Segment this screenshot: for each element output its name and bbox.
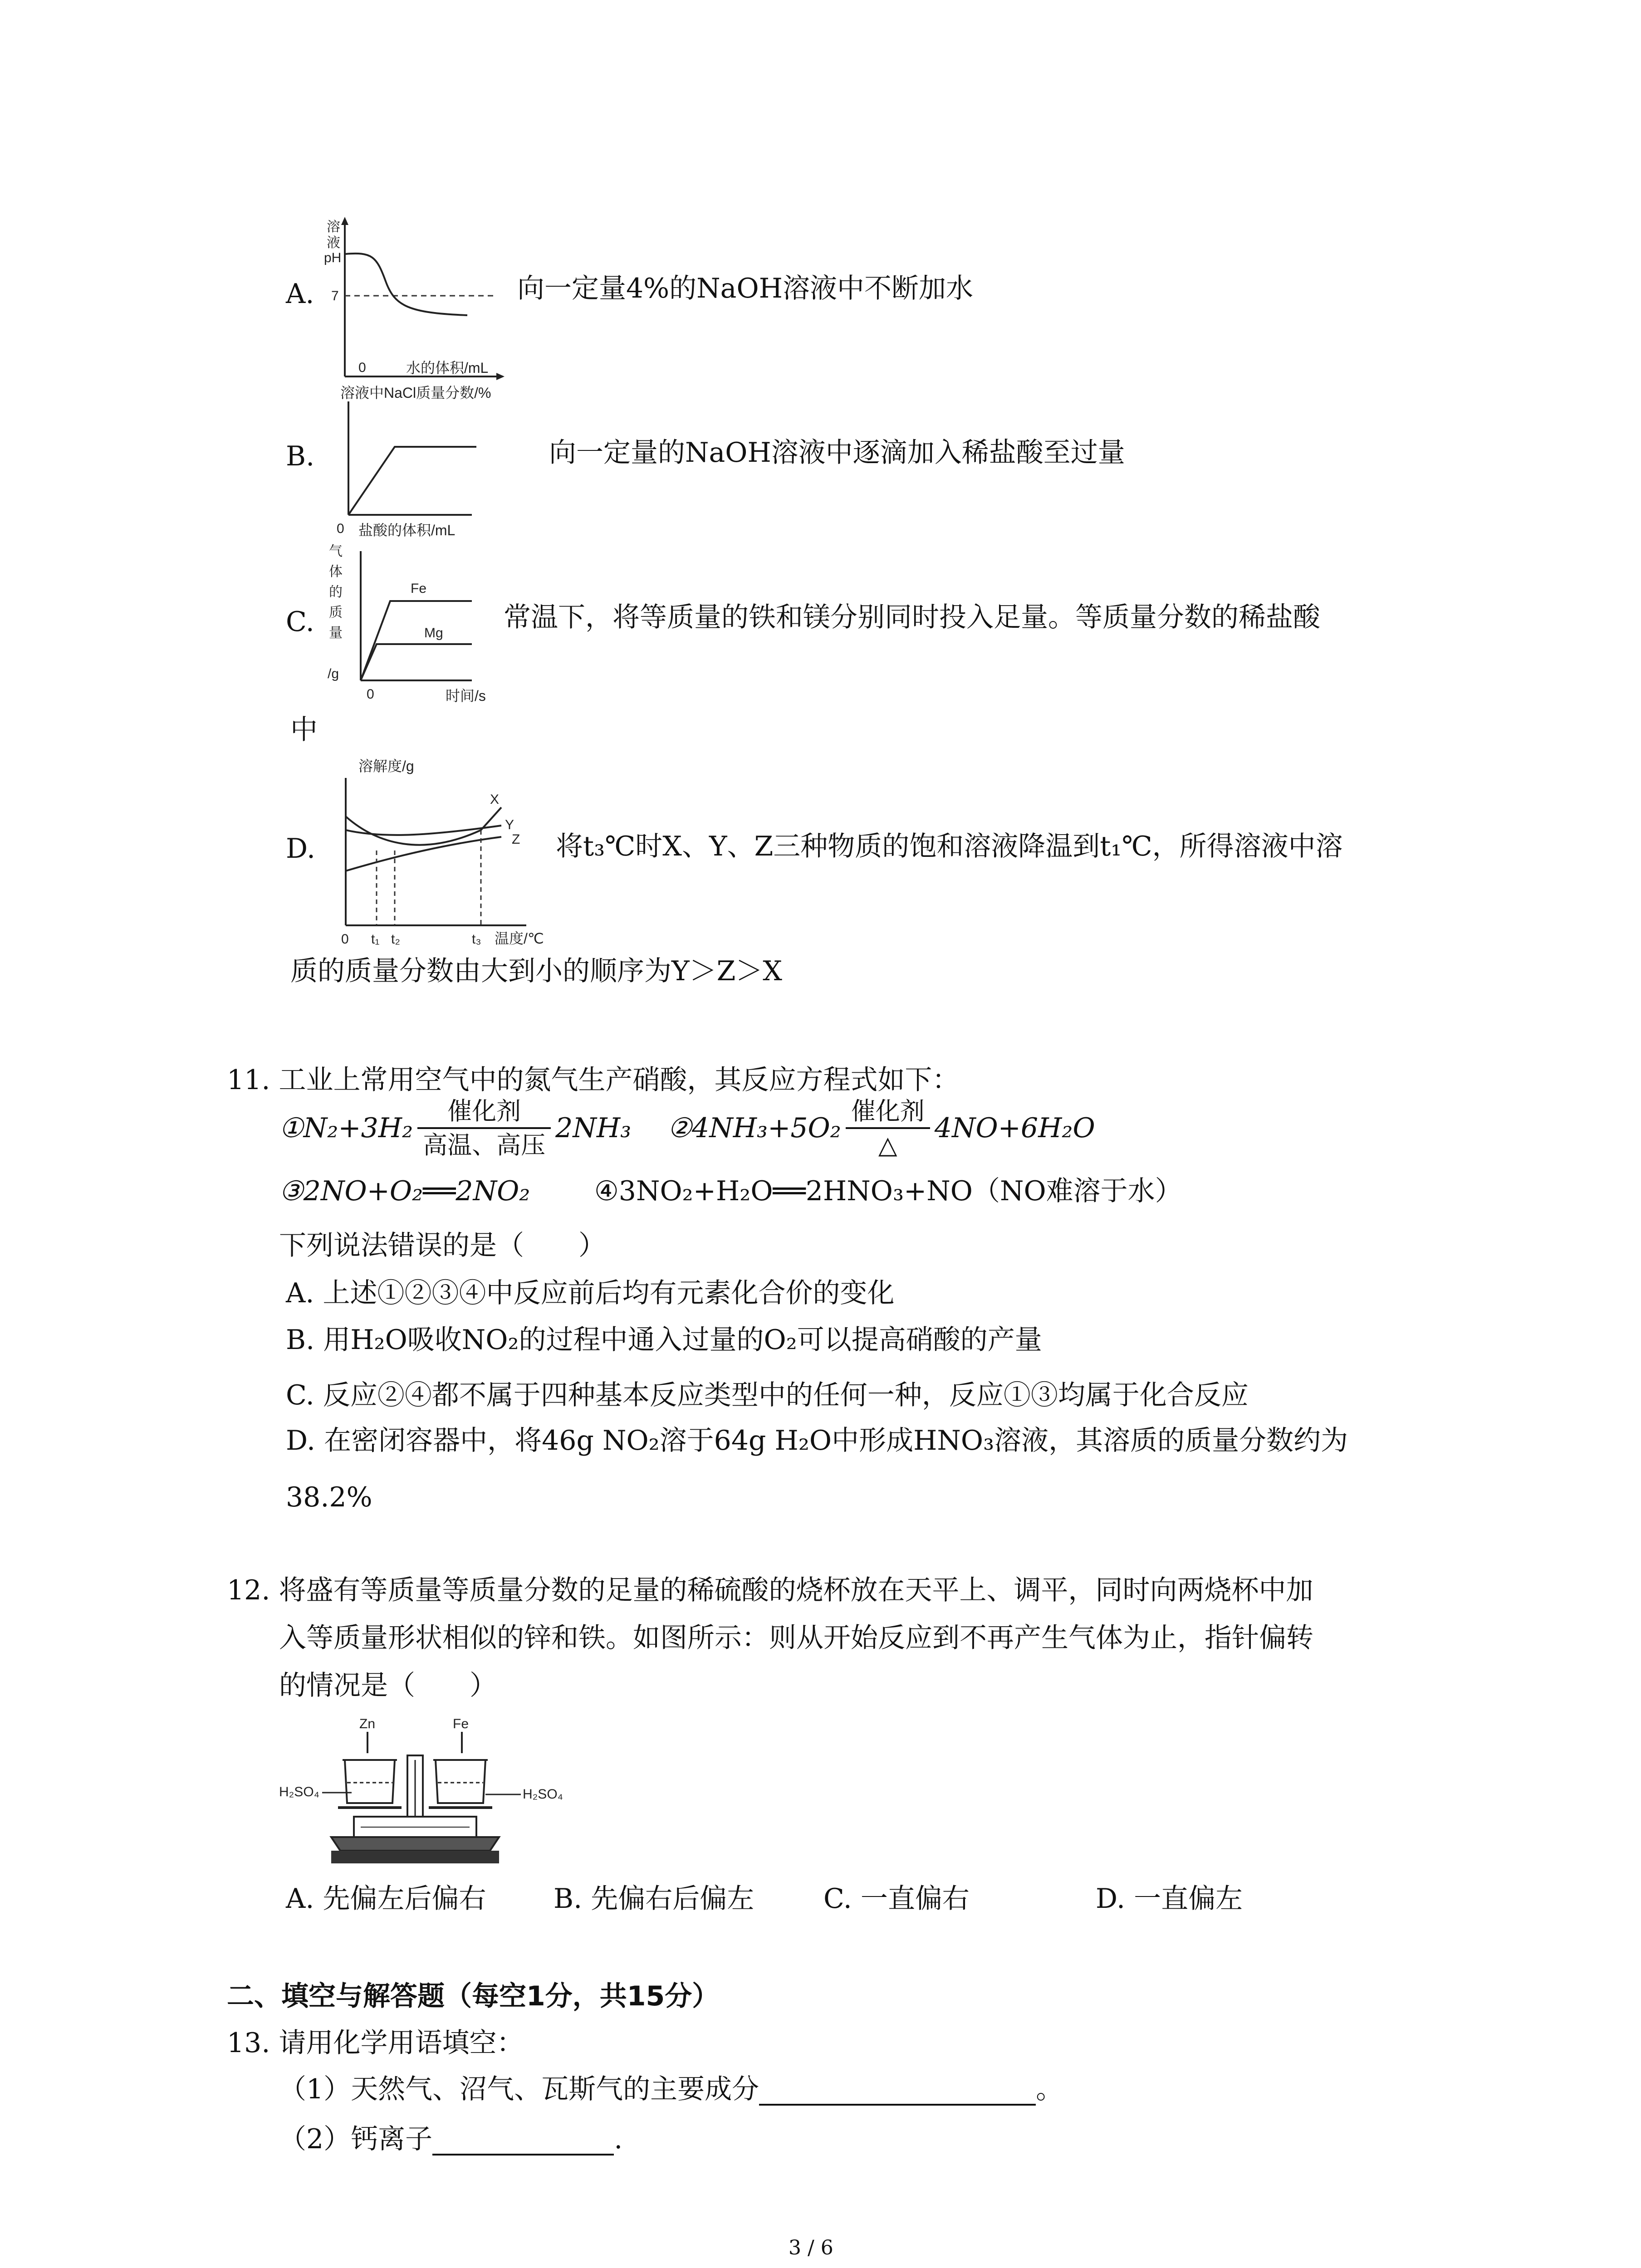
q13-part-1-end: 。 (1036, 2073, 1063, 2105)
option-d-text-cont: 质的质量分数由大到小的顺序为Y＞Z＞X (290, 955, 783, 987)
q13-part-2-text: （2）钙离子 (279, 2123, 433, 2155)
y-label-1: 气 (329, 544, 343, 559)
option-c-text: 常温下，将等质量的铁和镁分别同时投入足量。等质量分数的稀盐酸 (504, 601, 1320, 633)
option-b-letter: B. (286, 440, 315, 472)
option-a-letter: A. (286, 278, 314, 310)
q13-part-2 (279, 2123, 622, 2156)
q11-option-d-cont: 38.2% (286, 1481, 372, 1513)
nacl-line (348, 447, 476, 515)
x-label: 盐酸的体积/mL (358, 522, 456, 538)
q13-stem: 13. 请用化学用语填空： (227, 2027, 524, 2059)
curve-z (346, 837, 501, 871)
y-axis (341, 217, 348, 376)
y-label-5: 量 (329, 626, 343, 640)
q11-stem: 11. 工业上常用空气中的氮气生产硝酸，其反应方程式如下： (227, 1064, 960, 1096)
q11-option-c: C. 反应②④都不属于四种基本反应类型中的任何一种，反应①③均属于化合反应 (286, 1379, 1249, 1411)
balance-base-bottom (331, 1851, 499, 1863)
chart-c-gas-mass (327, 542, 508, 710)
option-d-letter: D. (286, 833, 316, 865)
q12-option-c: C. 一直偏右 (823, 1883, 970, 1915)
eq2-catalyst: 催化剂 (846, 1098, 930, 1129)
section-title: 二、填空与解答题（每空1分，共15分） (227, 1980, 720, 2012)
origin: 0 (367, 687, 374, 702)
eq4: ④3NO₂+H₂O══2HNO₃+NO（NO难溶于水） (594, 1175, 1182, 1207)
curve-y (346, 826, 501, 835)
eq1-temp-pressure: 高温、高压 (423, 1131, 546, 1160)
option-b-text: 向一定量的NaOH溶液中逐滴加入稀盐酸至过量 (549, 437, 1125, 469)
eq2-heat: △ (878, 1131, 897, 1160)
page-number: 3 / 6 (789, 2236, 833, 2259)
y-label: 溶液中NaCl质量分数/% (340, 385, 491, 401)
q12-line-1: 12. 将盛有等质量等质量分数的足量的稀硫酸的烧杯放在天平上、调平，同时向两烧杯中加 (227, 1574, 1313, 1606)
option-a-text: 向一定量4%的NaOH溶液中不断加水 (517, 273, 973, 304)
q13-part-2-end: . (614, 2123, 623, 2155)
acid-right-label: H₂SO₄ (523, 1787, 563, 1802)
x-label: 温度/℃ (495, 930, 544, 947)
chart-b-nacl-fraction (336, 383, 563, 538)
fe-line (361, 601, 472, 680)
q12-option-a: A. 先偏左后偏右 (286, 1883, 486, 1915)
q11-eq-row-1 (279, 1098, 1095, 1159)
curve-x (346, 807, 501, 845)
q13-blank-1[interactable] (759, 2077, 1036, 2106)
y-label: 溶解度/g (358, 758, 414, 774)
eq1-catalyst: 催化剂 (417, 1098, 551, 1129)
q13-part-1 (279, 2073, 1063, 2106)
q11-option-b: B. 用H₂O吸收NO₂的过程中通入过量的O₂可以提高硝酸的产量 (286, 1324, 1042, 1356)
q12-option-d: D. 一直偏左 (1096, 1883, 1243, 1915)
t1-label: t₁ (371, 932, 380, 947)
y-label-2: 体 (329, 564, 343, 579)
t3-label: t₃ (472, 932, 481, 947)
eq2-condition (846, 1098, 930, 1159)
eq3: ③2NO+O₂══2NO₂ (279, 1175, 530, 1207)
eq1-left: ①N₂+3H₂ (279, 1112, 413, 1144)
mg-label: Mg (424, 626, 443, 640)
eq1-right: 2NH₃ (555, 1112, 632, 1144)
eq1-condition (417, 1098, 551, 1159)
z-curve-label: Z (512, 832, 520, 847)
y-label-3: pH (324, 250, 342, 265)
eq2-right: 4NO+6H₂O (934, 1112, 1095, 1144)
origin: 0 (337, 521, 344, 536)
q13-blank-2[interactable] (432, 2126, 614, 2156)
y-label-2: 液 (327, 235, 340, 250)
acid-left-label: H₂SO₄ (279, 1784, 319, 1799)
balance-figure (277, 1710, 594, 1873)
q11-option-a: A. 上述①②③④中反应前后均有元素化合价的变化 (286, 1277, 895, 1309)
q12-line-2: 入等质量形状相似的锌和铁。如图所示：则从开始反应到不再产生气体为止，指针偏转 (279, 1622, 1313, 1654)
fe-label: Fe (411, 581, 427, 596)
x-label: 水的体积/mL (406, 360, 489, 376)
chart-a-ph-curve (318, 213, 508, 386)
ph-7-label: 7 (331, 288, 339, 303)
option-c-letter: C. (286, 606, 314, 638)
chart-d-solubility (331, 753, 572, 953)
x-curve-label: X (490, 792, 500, 807)
ph-curve (345, 254, 467, 315)
y-label-4: 质 (329, 605, 343, 620)
t2-label: t₂ (391, 932, 400, 947)
balance-base (331, 1837, 499, 1851)
x-label: 时间/s (446, 688, 486, 704)
y-label-3: 的 (329, 585, 343, 600)
left-beaker (343, 1760, 397, 1803)
zn-label: Zn (359, 1716, 376, 1731)
option-d-text: 将t₃℃时X、Y、Z三种物质的饱和溶液降温到t₁℃，所得溶液中溶 (556, 831, 1343, 862)
mg-line (361, 644, 472, 680)
option-c-text-cont: 中 (290, 714, 318, 746)
y-label-6: /g (328, 666, 339, 681)
y-label-1: 溶 (327, 220, 340, 235)
y-curve-label: Y (505, 817, 514, 832)
q12-line-3: 的情况是（ ） (279, 1670, 497, 1701)
eq2-left: ②4NH₃+5O₂ (667, 1112, 841, 1144)
origin: 0 (358, 360, 366, 375)
q12-option-b: B. 先偏右后偏左 (554, 1883, 754, 1915)
right-beaker (433, 1760, 488, 1803)
q11-option-d: D. 在密闭容器中，将46g NO₂溶于64g H₂O中形成HNO₃溶液，其溶质的质量分数约为 (286, 1425, 1348, 1457)
q13-part-1-text: （1）天然气、沼气、瓦斯气的主要成分 (279, 2073, 759, 2105)
fe-label: Fe (453, 1716, 469, 1731)
origin: 0 (341, 932, 349, 947)
q11-ask: 下列说法错误的是（ ） (279, 1230, 606, 1261)
